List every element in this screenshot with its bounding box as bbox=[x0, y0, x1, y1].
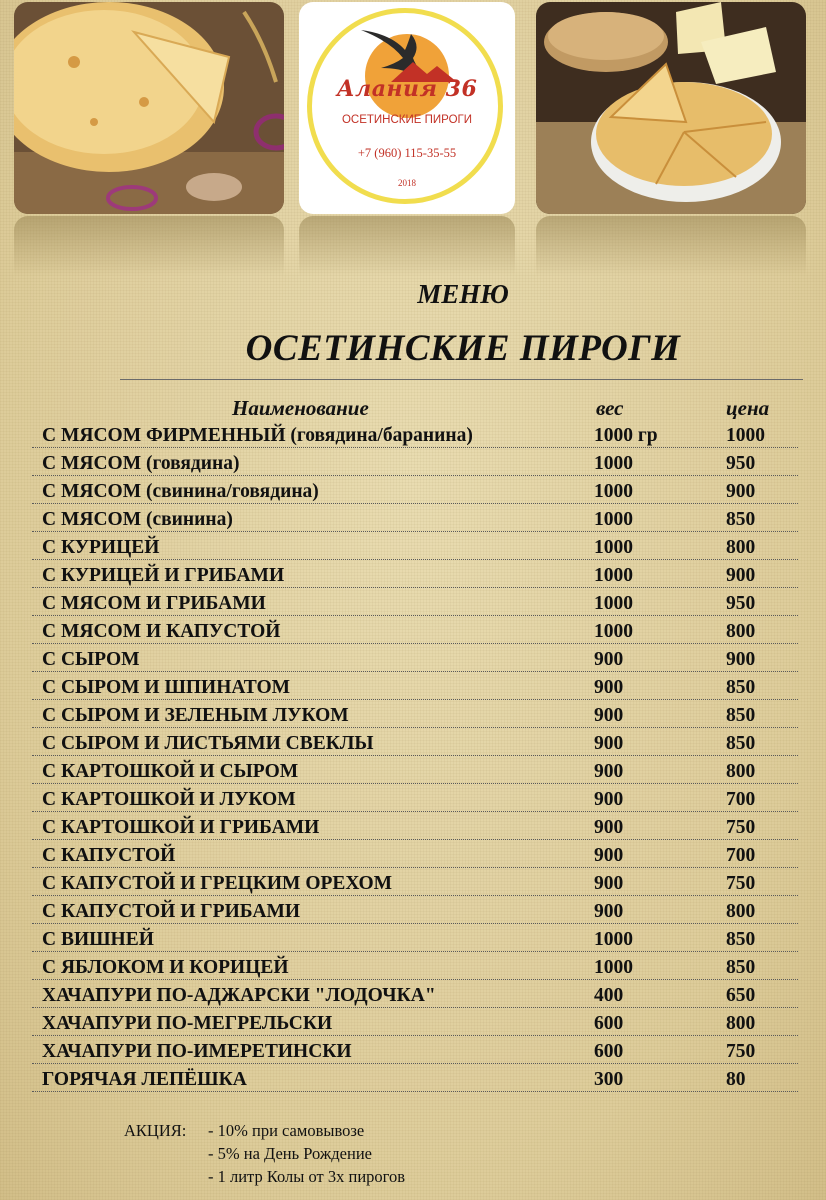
item-weight: 1000 bbox=[594, 509, 633, 530]
item-price: 900 bbox=[726, 565, 756, 586]
item-price: 750 bbox=[726, 1041, 756, 1062]
item-weight: 900 bbox=[594, 677, 624, 698]
promo-line: - 5% на День Рождение bbox=[208, 1144, 372, 1163]
item-price: 800 bbox=[726, 621, 756, 642]
pie-photo-left bbox=[14, 2, 284, 214]
menu-row bbox=[0, 1010, 826, 1038]
menu-row bbox=[0, 898, 826, 926]
item-name: С МЯСОМ (свинина/говядина) bbox=[42, 481, 319, 502]
item-name: С СЫРОМ И ЛИСТЬЯМИ СВЕКЛЫ bbox=[42, 733, 374, 754]
item-weight: 1000 bbox=[594, 537, 633, 558]
menu-row bbox=[0, 730, 826, 758]
item-price: 80 bbox=[726, 1069, 746, 1090]
item-weight: 900 bbox=[594, 873, 624, 894]
item-name: ХАЧАПУРИ ПО-ИМЕРЕТИНСКИ bbox=[42, 1041, 352, 1062]
menu-row bbox=[0, 982, 826, 1010]
item-name: С МЯСОМ (говядина) bbox=[42, 453, 240, 474]
menu-row bbox=[0, 926, 826, 954]
promo-line: - 1 литр Колы от 3х пирогов bbox=[208, 1167, 406, 1186]
item-name: С СЫРОМ И ЗЕЛЕНЫМ ЛУКОМ bbox=[42, 705, 349, 726]
category-title: ОСЕТИНСКИЕ ПИРОГИ bbox=[245, 328, 681, 369]
item-price: 850 bbox=[726, 957, 756, 978]
item-price: 850 bbox=[726, 705, 756, 726]
item-weight: 900 bbox=[594, 649, 624, 670]
item-price: 750 bbox=[726, 817, 756, 838]
item-price: 650 bbox=[726, 985, 756, 1006]
item-price: 850 bbox=[726, 929, 756, 950]
menu-row bbox=[0, 870, 826, 898]
item-price: 900 bbox=[726, 649, 756, 670]
item-weight: 1000 bbox=[594, 593, 633, 614]
item-weight: 1000 bbox=[594, 957, 633, 978]
item-weight: 1000 bbox=[594, 621, 633, 642]
item-name: ГОРЯЧАЯ ЛЕПЁШКА bbox=[42, 1069, 247, 1090]
item-price: 850 bbox=[726, 509, 756, 530]
item-name: С КАПУСТОЙ bbox=[42, 845, 176, 866]
promo-label: АКЦИЯ: bbox=[124, 1121, 187, 1140]
item-price: 800 bbox=[726, 761, 756, 782]
item-name: С СЫРОМ bbox=[42, 649, 140, 670]
item-weight: 900 bbox=[594, 845, 624, 866]
item-weight: 900 bbox=[594, 705, 624, 726]
menu-row bbox=[0, 674, 826, 702]
item-weight: 900 bbox=[594, 789, 624, 810]
item-name: С КАРТОШКОЙ И ГРИБАМИ bbox=[42, 817, 320, 838]
item-name: С МЯСОМ И КАПУСТОЙ bbox=[42, 621, 281, 642]
menu-row bbox=[0, 562, 826, 590]
item-price: 800 bbox=[726, 1013, 756, 1034]
menu-row bbox=[0, 758, 826, 786]
item-price: 850 bbox=[726, 733, 756, 754]
item-weight: 900 bbox=[594, 817, 624, 838]
logo-card bbox=[299, 2, 515, 214]
item-name: С КАПУСТОЙ И ГРЕЦКИМ ОРЕХОМ bbox=[42, 873, 393, 894]
item-weight: 1000 bbox=[594, 481, 633, 502]
menu-row bbox=[0, 1038, 826, 1066]
logo-brand: Алания 36 bbox=[336, 76, 478, 102]
item-price: 900 bbox=[726, 481, 756, 502]
item-name: С МЯСОМ И ГРИБАМИ bbox=[42, 593, 266, 614]
menu-row bbox=[0, 1066, 826, 1094]
menu-row bbox=[0, 478, 826, 506]
menu-row bbox=[0, 702, 826, 730]
logo-reflection bbox=[299, 216, 515, 276]
item-name: С СЫРОМ И ШПИНАТОМ bbox=[42, 677, 291, 698]
item-weight: 1000 bbox=[594, 565, 633, 586]
menu-row bbox=[0, 450, 826, 478]
item-price: 800 bbox=[726, 537, 756, 558]
logo-year: 2018 bbox=[398, 178, 416, 188]
menu-table bbox=[0, 422, 826, 1094]
item-weight: 300 bbox=[594, 1069, 624, 1090]
column-header-price: цена bbox=[726, 396, 770, 420]
menu-row bbox=[0, 814, 826, 842]
item-weight: 1000 гр bbox=[594, 425, 658, 446]
item-weight: 900 bbox=[594, 761, 624, 782]
item-weight: 400 bbox=[594, 985, 624, 1006]
item-name: ХАЧАПУРИ ПО-АДЖАРСКИ "ЛОДОЧКА" bbox=[42, 985, 436, 1006]
item-price: 700 bbox=[726, 789, 756, 810]
title-divider bbox=[120, 379, 803, 380]
menu-row bbox=[0, 590, 826, 618]
pie-photo-right bbox=[536, 2, 806, 214]
item-name: С КУРИЦЕЙ bbox=[42, 537, 160, 558]
item-name: С КАРТОШКОЙ И ЛУКОМ bbox=[42, 789, 296, 810]
menu-row bbox=[0, 422, 826, 450]
menu-row bbox=[0, 646, 826, 674]
column-header-name: Наименование bbox=[232, 396, 369, 420]
photo-reflection-right bbox=[536, 216, 806, 276]
item-price: 750 bbox=[726, 873, 756, 894]
item-weight: 1000 bbox=[594, 929, 633, 950]
logo-phone: +7 (960) 115-35-55 bbox=[357, 146, 457, 160]
item-name: ХАЧАПУРИ ПО-МЕГРЕЛЬСКИ bbox=[42, 1013, 333, 1034]
menu-row bbox=[0, 506, 826, 534]
item-weight: 600 bbox=[594, 1013, 624, 1034]
item-name: С КАРТОШКОЙ И СЫРОМ bbox=[42, 761, 299, 782]
eagle-icon bbox=[351, 24, 463, 84]
item-weight: 900 bbox=[594, 733, 624, 754]
item-name: С КУРИЦЕЙ И ГРИБАМИ bbox=[42, 565, 285, 586]
item-weight: 600 bbox=[594, 1041, 624, 1062]
menu-row bbox=[0, 786, 826, 814]
item-name: С ЯБЛОКОМ И КОРИЦЕЙ bbox=[42, 957, 289, 978]
item-name: С МЯСОМ (свинина) bbox=[42, 509, 233, 530]
item-weight: 1000 bbox=[594, 453, 633, 474]
menu-row bbox=[0, 954, 826, 982]
menu-row bbox=[0, 842, 826, 870]
column-header-weight: вес bbox=[596, 396, 624, 420]
item-price: 950 bbox=[726, 593, 756, 614]
item-price: 850 bbox=[726, 677, 756, 698]
item-name: С МЯСОМ ФИРМЕННЫЙ (говядина/баранина) bbox=[42, 425, 473, 446]
item-weight: 900 bbox=[594, 901, 624, 922]
item-price: 950 bbox=[726, 453, 756, 474]
item-price: 700 bbox=[726, 845, 756, 866]
logo-subtitle: ОСЕТИНСКИЕ ПИРОГИ bbox=[341, 114, 473, 126]
menu-row bbox=[0, 534, 826, 562]
item-name: С ВИШНЕЙ bbox=[42, 929, 154, 950]
item-price: 800 bbox=[726, 901, 756, 922]
photo-reflection-left bbox=[14, 216, 284, 276]
promo-line: - 10% при самовывозе bbox=[208, 1121, 365, 1140]
menu-title: МЕНЮ bbox=[417, 279, 509, 309]
menu-row bbox=[0, 618, 826, 646]
item-price: 1000 bbox=[726, 425, 765, 446]
item-name: С КАПУСТОЙ И ГРИБАМИ bbox=[42, 901, 301, 922]
